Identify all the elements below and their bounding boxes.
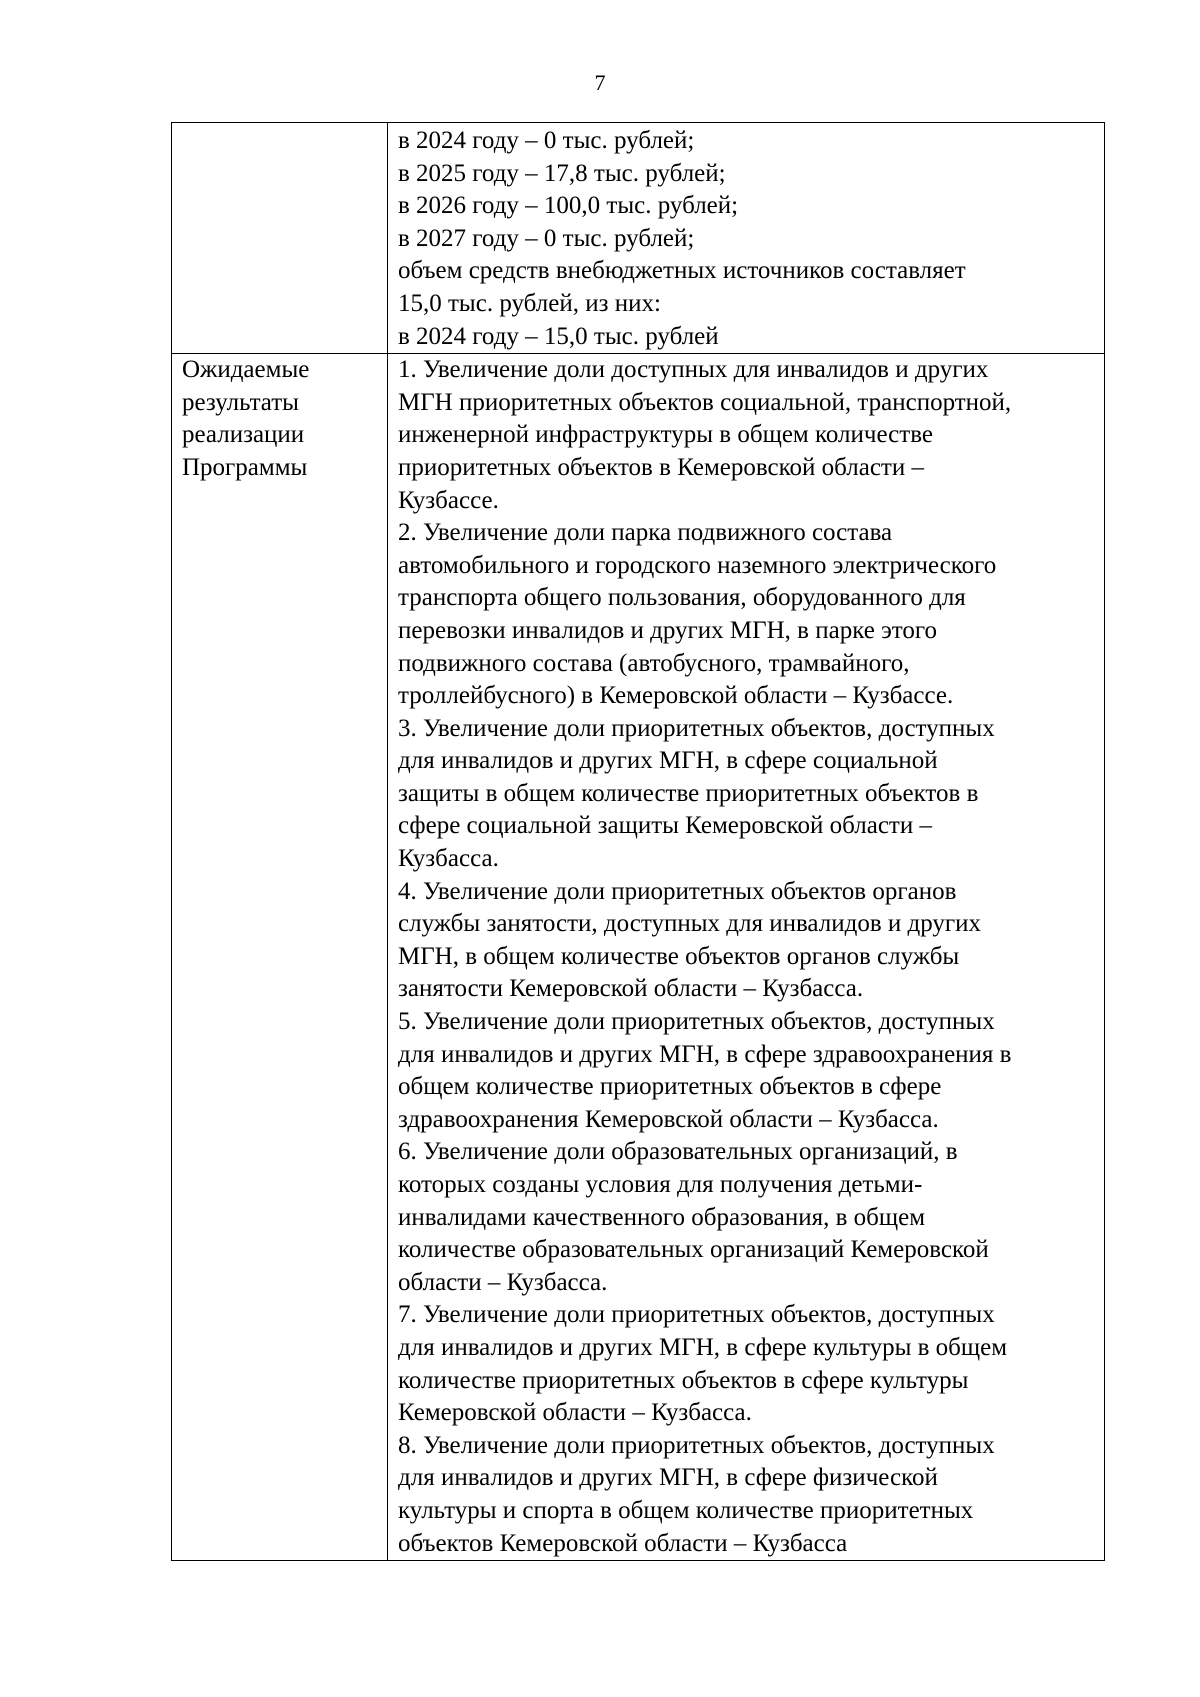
content-line: количестве приоритетных объектов в сфере культуры [398, 1366, 969, 1394]
content-line: перевозки инвалидов и других МГН, в парке этого [398, 616, 938, 644]
content-line: 7. Увеличение доли приоритетных объектов, доступных [398, 1301, 995, 1329]
content-line: области – Кузбасса. [398, 1268, 608, 1296]
content-line: МГН, в общем количестве объектов органов службы [398, 942, 960, 970]
content-line: автомобильного и городского наземного электрического [398, 551, 997, 579]
content-line: 1. Увеличение доли доступных для инвалидов и других [398, 356, 989, 384]
content-line: 8. Увеличение доли приоритетных объектов, доступных [398, 1431, 995, 1459]
row-content-cell [388, 354, 1105, 1561]
content-line: инвалидами качественного образования, в общем [398, 1203, 926, 1231]
content-line: занятости Кемеровской области – Кузбасса. [398, 975, 864, 1003]
content-line: Кузбасса. [398, 845, 499, 873]
content-line: 15,0 тыс. рублей, из них: [398, 289, 661, 317]
content-line: объектов Кемеровской области – Кузбасса [398, 1529, 848, 1557]
content-line: 4. Увеличение доли приоритетных объектов органов [398, 877, 957, 905]
content-line: для инвалидов и других МГН, в сфере культуры в общем [398, 1333, 1008, 1361]
content-line: 3. Увеличение доли приоритетных объектов, доступных [398, 714, 995, 742]
label-line: результаты [182, 388, 299, 416]
content-line: подвижного состава (автобусного, трамвайного, [398, 649, 910, 677]
row-label-cell [172, 123, 388, 354]
content-line: инженерной инфраструктуры в общем количестве [398, 421, 933, 449]
content-line: объем средств внебюджетных источников составляет [398, 257, 966, 285]
content-line: защиты в общем количестве приоритетных объектов в [398, 779, 979, 807]
content-line: общем количестве приоритетных объектов в сфере [398, 1073, 942, 1101]
table-row [172, 354, 1105, 1561]
content-line: Кузбассе. [398, 486, 499, 514]
content-line: количестве образовательных организаций Кемеровской [398, 1236, 989, 1264]
content-line: в 2026 году – 100,0 тыс. рублей; [398, 192, 739, 220]
content-line: 5. Увеличение доли приоритетных объектов, доступных [398, 1008, 995, 1036]
content-line: сфере социальной защиты Кемеровской области – [398, 812, 932, 840]
content-line: которых созданы условия для получения детьми- [398, 1171, 923, 1198]
content-line: 2. Увеличение доли парка подвижного состава [398, 519, 893, 547]
content-line: в 2027 году – 0 тыс. рублей; [398, 224, 695, 252]
content-line: в 2025 году – 17,8 тыс. рублей; [398, 159, 726, 187]
content-line: службы занятости, доступных для инвалидов и других [398, 910, 982, 938]
content-line: в 2024 году – 0 тыс. рублей; [398, 127, 695, 154]
content-line: здравоохранения Кемеровской области – Кузбасса. [398, 1105, 939, 1133]
program-passport-table [171, 122, 1105, 1561]
content-line: транспорта общего пользования, оборудованного для [398, 584, 966, 612]
row-content-cell [388, 123, 1105, 354]
content-line: для инвалидов и других МГН, в сфере физической [398, 1464, 938, 1492]
content-line: приоритетных объектов в Кемеровской области – [398, 453, 924, 481]
content-line: культуры и спорта в общем количестве приоритетных [398, 1496, 974, 1524]
content-line: Кемеровской области – Кузбасса. [398, 1399, 752, 1427]
content-line: в 2024 году – 15,0 тыс. рублей [398, 322, 719, 350]
content-line: троллейбусного) в Кемеровской области – Кузбассе. [398, 682, 954, 710]
content-line: МГН приоритетных объектов социальной, транспортной, [398, 388, 1012, 416]
content-line: 6. Увеличение доли образовательных организаций, в [398, 1138, 958, 1166]
label-line: Программы [182, 453, 308, 481]
page-number: 7 [594, 70, 606, 95]
content-line: для инвалидов и других МГН, в сфере социальной [398, 747, 938, 775]
table-row [172, 123, 1105, 354]
row-label-cell [172, 354, 388, 1561]
label-line: реализации [182, 421, 305, 449]
content-line: для инвалидов и других МГН, в сфере здравоохранения в [398, 1040, 1012, 1068]
label-line: Ожидаемые [182, 356, 310, 384]
